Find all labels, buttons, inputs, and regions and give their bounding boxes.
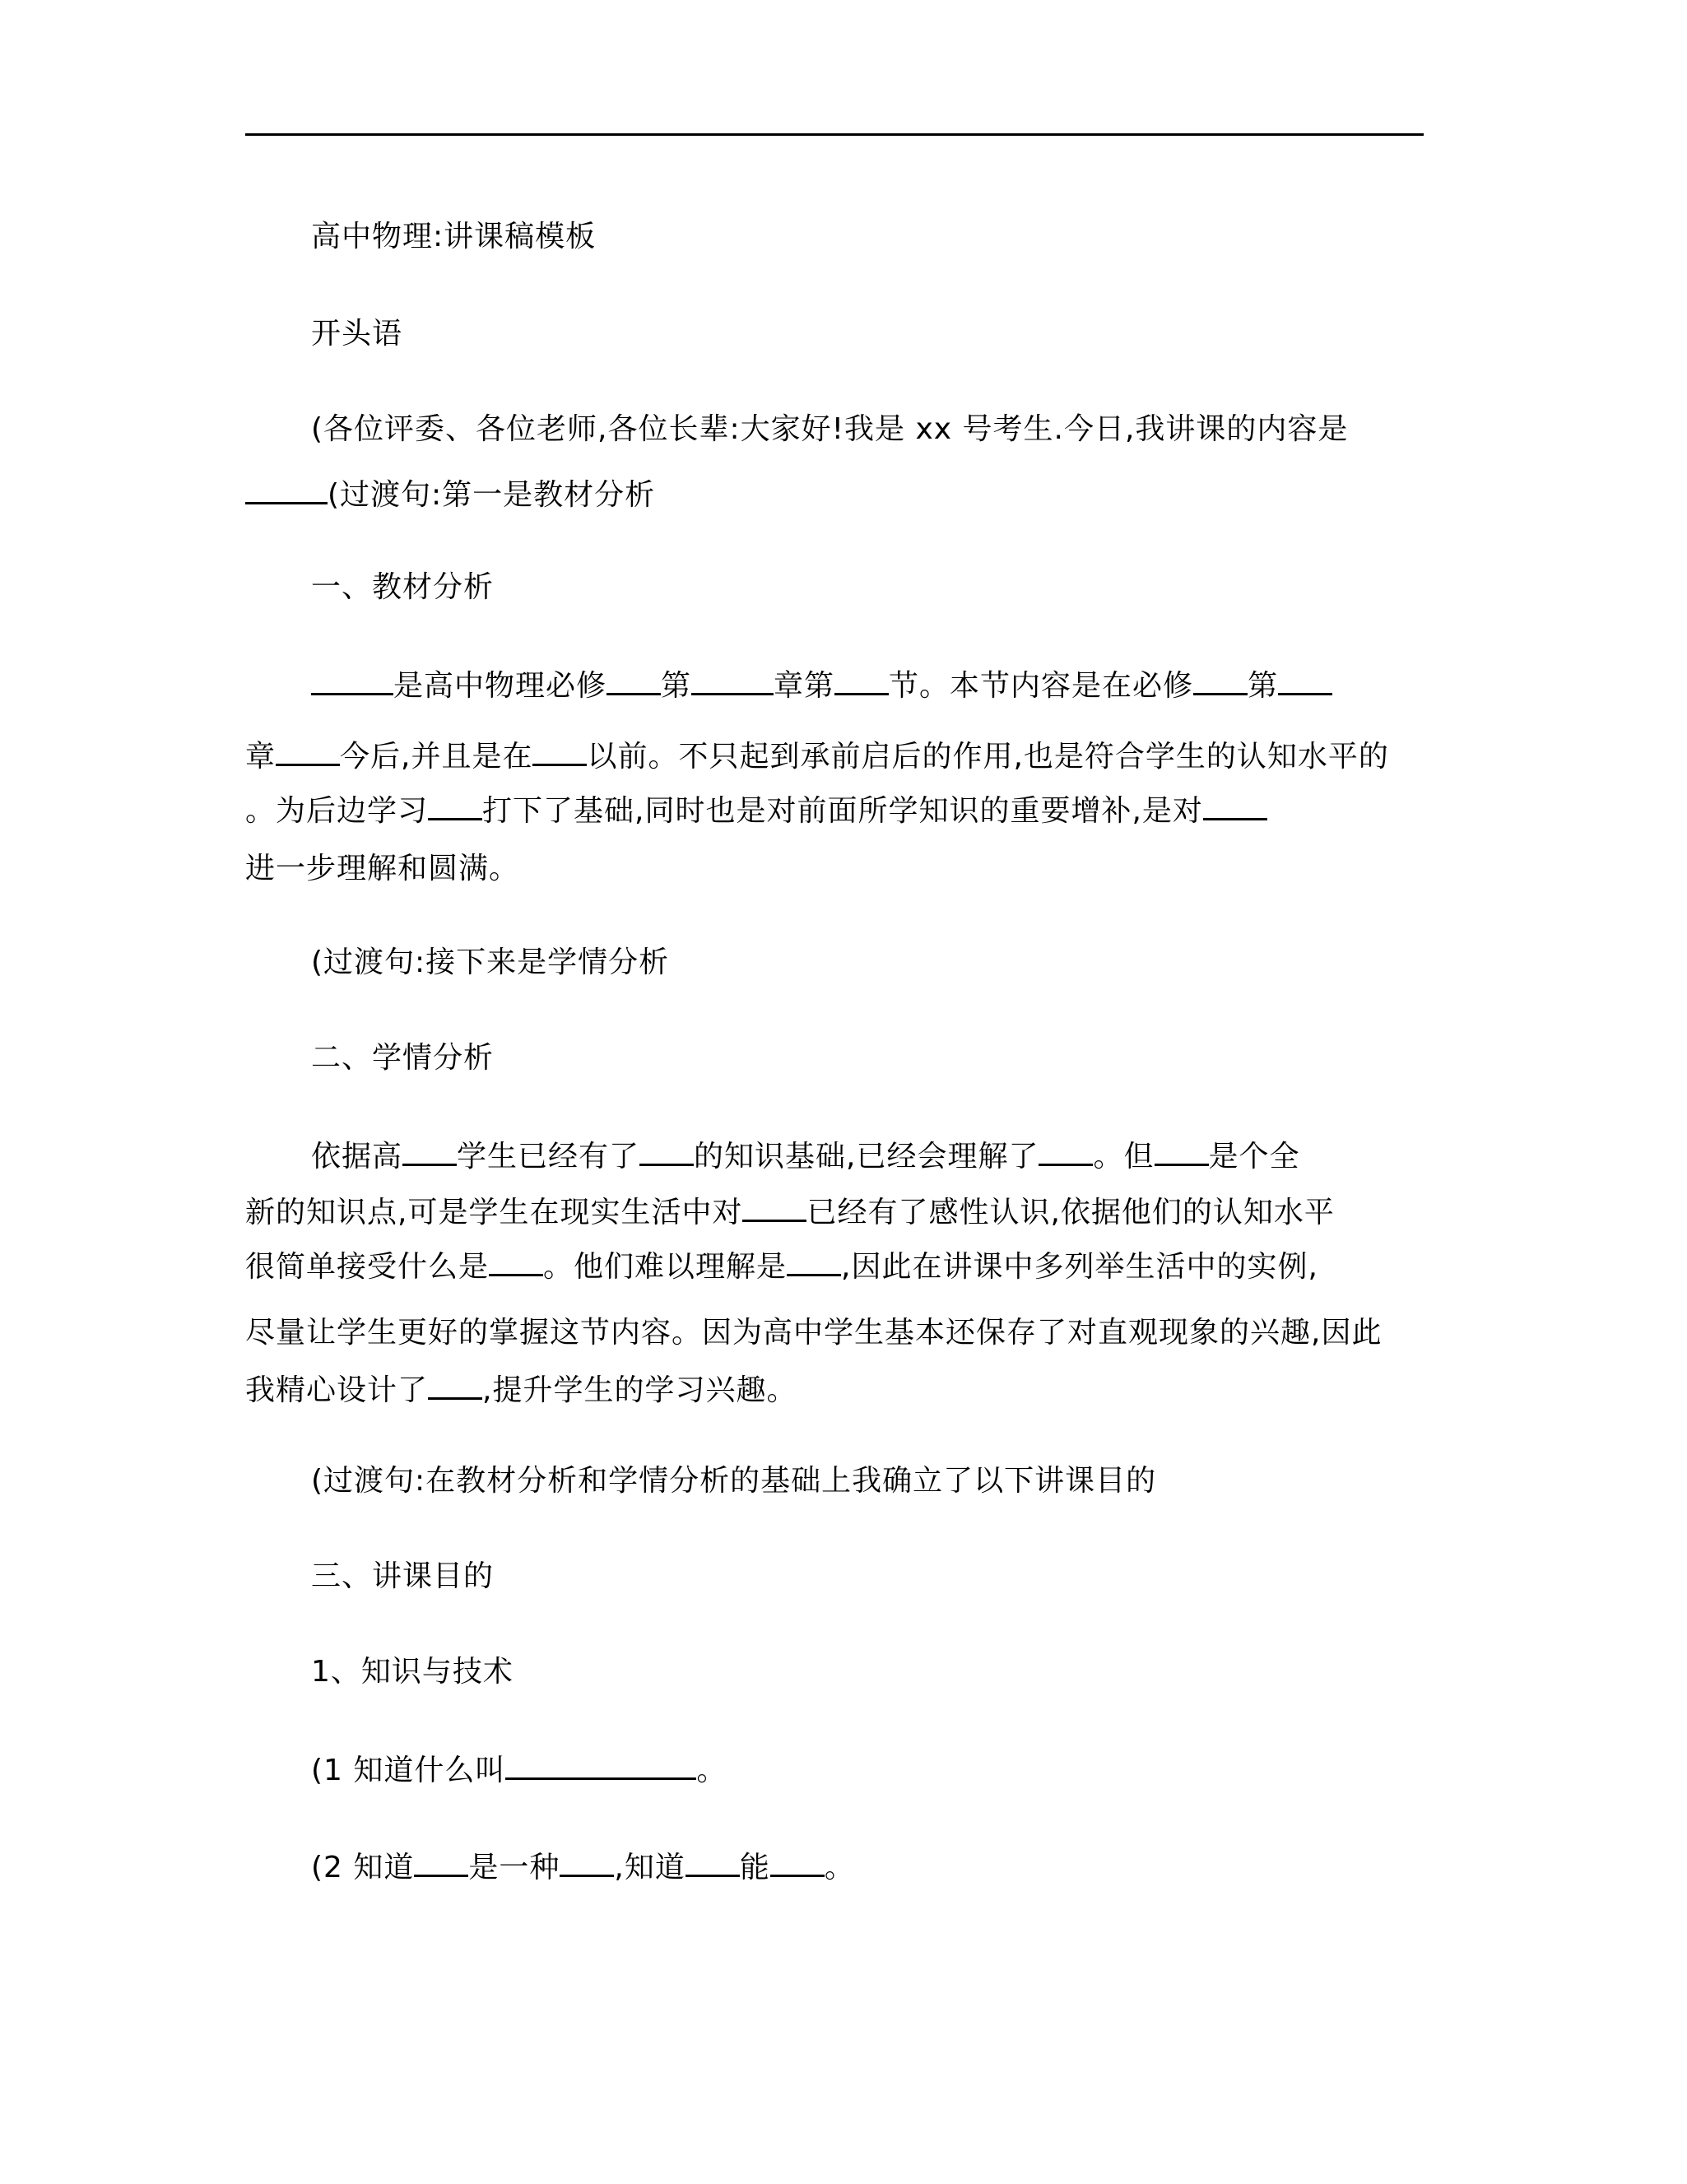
blank	[834, 665, 889, 695]
sec2-para-line-2: 新的知识点,可是学生在现实生活中对 已经有了感性认识,依据他们的认知水平	[245, 1192, 1335, 1231]
heading-opening: 开头语	[311, 317, 403, 351]
subheading-knowledge-skills: 1、知识与技术	[311, 1655, 514, 1689]
blank	[428, 1369, 482, 1400]
blank	[1193, 665, 1248, 695]
blank	[770, 1847, 825, 1877]
sec2-para-line-3: 很简单接受什么是 。他们难以理解是 ,因此在讲课中多列举生活中的实例,	[245, 1246, 1318, 1285]
heading-section-3: 三、讲课目的	[311, 1559, 495, 1593]
intro-line-1: (各位评委、各位老师,各位长辈:大家好!我是 xx 号考生.今日,我讲课的内容是	[311, 412, 1349, 446]
blank	[402, 1136, 457, 1166]
blank	[560, 1847, 614, 1877]
objective-item-2: (2 知道 是一种 ,知道 能 。	[311, 1847, 855, 1886]
document-title: 高中物理:讲课稿模板	[311, 220, 597, 253]
sec2-para-line-4: 尽量让学生更好的掌握这节内容。因为高中学生基本还保存了对直观现象的兴趣,因此	[245, 1316, 1383, 1350]
blank	[691, 665, 774, 695]
blank	[276, 736, 340, 766]
heading-section-1: 一、教材分析	[311, 570, 495, 604]
header-rule	[245, 133, 1424, 136]
blank	[1155, 1136, 1209, 1166]
blank	[606, 665, 661, 695]
blank	[245, 474, 328, 504]
blank	[505, 1750, 696, 1780]
sec2-para-line-5: 我精心设计了 ,提升学生的学习兴趣。	[245, 1369, 797, 1409]
transition-2: (过渡句:接下来是学情分析	[311, 946, 670, 979]
transition-3: (过渡句:在教材分析和学情分析的基础上我确立了以下讲课目的	[311, 1464, 1157, 1498]
sec1-para-line-1: 是高中物理必修 第 章第 节。本节内容是在必修 第	[311, 665, 1332, 704]
blank	[489, 1246, 543, 1276]
blank	[1039, 1136, 1093, 1166]
blank	[742, 1192, 806, 1222]
sec1-para-line-3: 。为后边学习 打下了基础,同时也是对前面所学知识的重要增补,是对	[245, 790, 1267, 829]
blank	[532, 736, 587, 766]
heading-section-2: 二、学情分析	[311, 1041, 495, 1075]
sec1-para-line-2: 章 今后,并且是在 以前。不只起到承前启后的作用,也是符合学生的认知水平的	[245, 736, 1389, 775]
blank	[685, 1847, 740, 1877]
intro-line-2: (过渡句:第一是教材分析	[245, 474, 655, 513]
blank	[1278, 665, 1332, 695]
objective-item-1: (1 知道什么叫 。	[311, 1750, 727, 1789]
blank	[428, 790, 482, 820]
blank	[311, 665, 393, 695]
blank	[639, 1136, 694, 1166]
blank	[414, 1847, 468, 1877]
blank	[787, 1246, 841, 1276]
blank	[1203, 790, 1267, 820]
sec2-para-line-1: 依据高 学生已经有了 的知识基础,已经会理解了 。但 是个全	[311, 1136, 1300, 1175]
sec1-para-line-4: 进一步理解和圆满。	[245, 852, 520, 885]
